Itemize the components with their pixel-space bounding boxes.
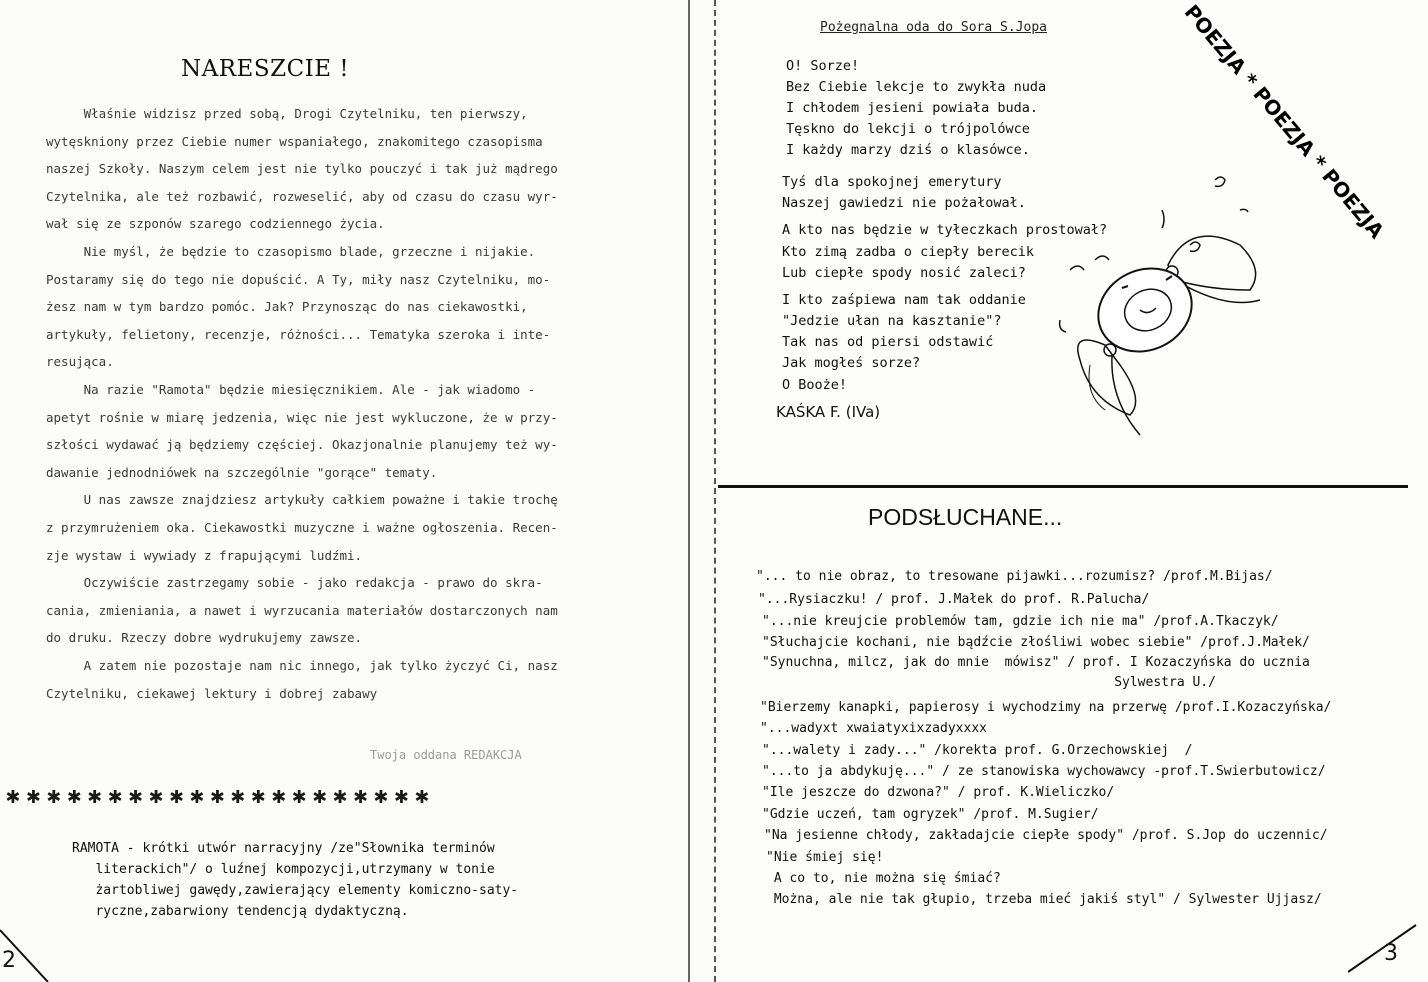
page-corner-fold: [1348, 920, 1418, 980]
body-line: żesz nam w tym bardzo pomóc. Jak? Przynosząc do nas ciekawostki,: [46, 299, 528, 315]
page-number: 3: [1384, 941, 1398, 966]
quote-line: Sylwestra U./: [762, 675, 1216, 690]
body-line: apetyt rośnie w miarę jedzenia, więc nie jest wykluczone, że w przy-: [46, 409, 558, 425]
poem-line: O Booże!: [782, 377, 848, 393]
poem-line: I chłodem jesieni powiała buda.: [786, 100, 1038, 116]
body-line: Na razie "Ramota" będzie miesięcznikiem. Ale - jak wiadomo -: [46, 382, 536, 397]
quote-line: "...Rysiaczku! / prof. J.Małek do prof. R.Palucha/: [758, 592, 1150, 607]
poem-author: KAŚKA F. (IVa): [776, 403, 881, 421]
article-title: NARESZCIE !: [181, 56, 350, 82]
body-line: Oczywiście zastrzegamy sobie - jako redakcja - prawo do skra-: [46, 575, 543, 591]
body-line: Postaramy się do tego nie dopuścić. A Ty, miły nasz Czytelniku, mo-: [46, 271, 551, 287]
poem-title: Pożegnalna oda do Sora S.Jopa: [820, 20, 1047, 35]
body-line: wytęskniony przez Ciebie numer wspaniałego, znakomitego czasopisma: [46, 133, 543, 149]
section-title: PODSŁUCHANE...: [868, 504, 1063, 530]
quote-line: Można, ale nie tak głupio, trzeba mieć jakiś styl" / Sylwester Ujjasz/: [766, 892, 1322, 907]
poem-line: Naszej gawiedzi nie pożałował.: [782, 195, 1026, 211]
quote-line: "Gdzie uczeń, tam ogryzek" /prof. M.Sugier/: [762, 807, 1099, 822]
quote-line: "Synuchna, milcz, jak do mnie mówisz" / prof. I Kozaczyńska do ucznia: [762, 655, 1310, 670]
definition-line: literackich"/ o luźnej kompozycji,utrzymany w tonie: [72, 862, 495, 877]
body-line: Czytelnika, ale też rozbawić, rozweselić, aby od czasu do czasu wyr-: [46, 188, 558, 204]
definition-line: ryczne,zabarwiony tendencją dydaktyczną.: [72, 904, 409, 919]
body-line: zje wystaw i wywiady z frapującymi ludźmi.: [46, 547, 363, 563]
body-line: naszej Szkoły. Naszym celem jest nie tylko pouczyć i tak już mądrego: [46, 161, 558, 177]
spine-edge: [688, 0, 690, 982]
poem-line: "Jedzie ułan na kasztanie"?: [782, 313, 1002, 329]
section-divider: [718, 485, 1408, 488]
candy-drawing-icon: [1050, 160, 1270, 450]
quote-line: "Na jesienne chłody, zakładajcie ciepłe spody" /prof. S.Jop do uczennic/: [764, 828, 1328, 843]
body-line: A zatem nie pozostaje nam nic innego, jak tylko życzyć Ci, nasz: [46, 658, 558, 673]
quote-line: "Ile jeszcze do dzwona?" / prof. K.Wieliczko/: [762, 785, 1115, 800]
quote-line: "Nie śmiej się!: [766, 850, 884, 865]
star-divider: ✱✱✱✱✱✱✱✱✱✱✱✱✱✱✱✱✱✱✱✱✱: [6, 783, 436, 809]
body-line: Właśnie widzisz przed sobą, Drogi Czytelniku, ten pierwszy,: [46, 106, 528, 121]
body-line: U nas zawsze znajdziesz artykuły całkiem poważne i takie trochę: [46, 492, 558, 508]
poem-line: O! Sorze!: [786, 58, 860, 74]
center-fold-line: [714, 0, 716, 982]
quote-line: "...walety i zady..." /korekta prof. G.Orzechowskiej /: [762, 743, 1193, 758]
body-line: szłości wydawać ją będziemy częściej. Okazjonalnie planujemy też wy-: [46, 437, 558, 453]
page-corner-fold: [0, 925, 60, 982]
poem-line: I kto zaśpiewa nam tak oddanie: [782, 292, 1026, 308]
definition-line: żartobliwej gawędy,zawierający elementy komiczno-saty-: [72, 883, 519, 898]
page-number: 2: [2, 948, 16, 973]
body-line: resująca.: [46, 354, 114, 370]
body-line: Czytelniku, ciekawej lektury i dobrej zabawy: [46, 685, 378, 701]
quote-line: "...nie kreujcie problemów tam, gdzie ich nie ma" /prof.A.Tkaczyk/: [762, 614, 1279, 629]
quote-line: "...to ja abdykuję..." / ze stanowiska wychowawcy -prof.T.Swierbutowicz/: [762, 764, 1326, 779]
body-line: dawanie jednodniówek na szczególnie "gorące" tematy.: [46, 464, 438, 480]
right-page: [718, 0, 1428, 982]
quote-line: "Bierzemy kanapki, papierosy i wychodzimy na przerwę /prof.I.Kozaczyńska/: [760, 700, 1332, 715]
body-line: wał się ze szponów szarego codziennego życia.: [46, 216, 385, 232]
poem-line: Kto zimą zadba o ciepły berecik: [782, 244, 1034, 260]
poem-line: Bez Ciebie lekcje to zwykła nuda: [786, 79, 1047, 95]
quote-line: "...wadyxt xwaiatyxixzadyxxxx: [760, 721, 987, 736]
poem-line: Lub ciepłe spody nosić zaleci?: [782, 265, 1026, 281]
quote-line: "... to nie obraz, to tresowane pijawki...rozumisz? /prof.M.Bijas/: [756, 569, 1273, 584]
editorial-signature: Twoja oddana REDAKCJA: [370, 748, 522, 762]
quote-line: "Słuchajcie kochani, nie bądźcie złośliwi wobec siebie" /prof.J.Małek/: [762, 635, 1310, 650]
body-line: artykuły, felietony, recenzje, różności... Tematyka szeroka i inte-: [46, 326, 551, 342]
poem-line: Tęskno do lekcji o trójpolówce: [786, 121, 1030, 137]
poem-line: Tyś dla spokojnej emerytury: [782, 174, 1002, 190]
body-line: z przymrużeniem oka. Ciekawostki muzyczne i ważne ogłoszenia. Recen-: [46, 520, 558, 535]
poem-line: A kto nas będzie w tyłeczkach prostował?: [782, 222, 1108, 238]
poem-line: Tak nas od piersi odstawić: [782, 334, 994, 350]
poetry-banner: POEZJA * POEZJA * POEZJA: [1179, 0, 1389, 243]
definition-line: RAMOTA - krótki utwór narracyjny /ze"Słownika terminów: [72, 841, 495, 856]
poem-line: I każdy marzy dziś o klasówce.: [786, 142, 1030, 158]
body-line: Nie myśl, że będzie to czasopismo blade, grzeczne i nijakie.: [46, 244, 536, 259]
body-line: cania, zmieniania, a nawet i wyrzucania materiałów dostarczonych nam: [46, 602, 558, 618]
poem-line: Jak mogłeś sorze?: [782, 355, 921, 371]
body-line: do druku. Rzeczy dobre wydrukujemy zawsze.: [46, 630, 363, 646]
left-page: [0, 0, 700, 982]
quote-line: A co to, nie można się śmiać?: [766, 871, 1001, 886]
